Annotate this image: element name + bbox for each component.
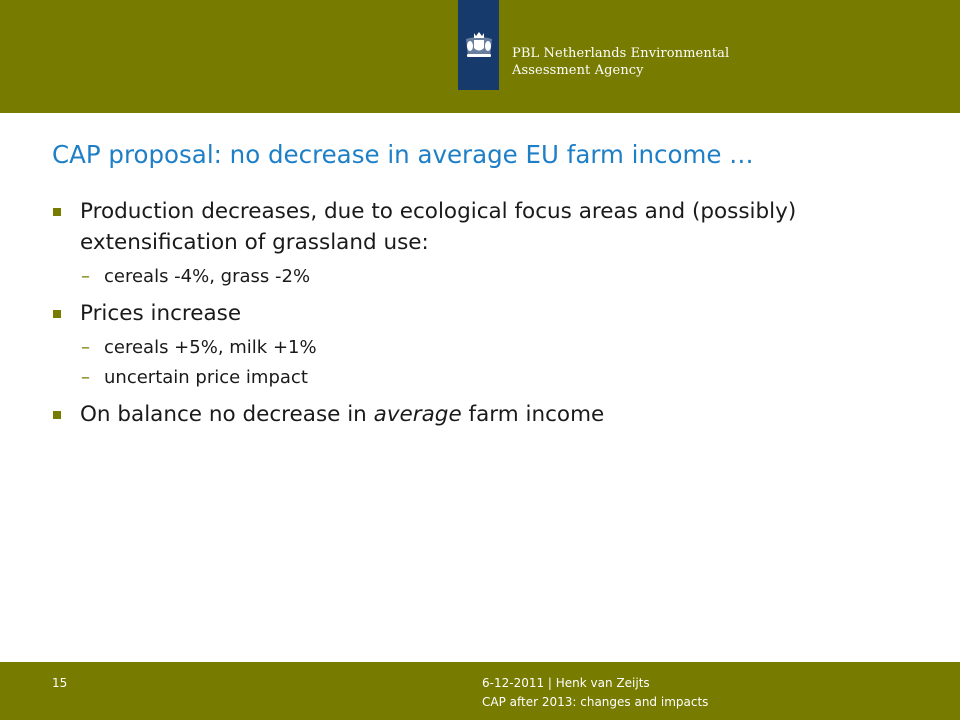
agency-name-line-1: PBL Netherlands Environmental xyxy=(512,46,730,61)
sub-bullet-uncertain-price xyxy=(52,365,872,391)
bullet-text: Production decreases, due to ecological focus areas and (possibly) extensification of grassland use: xyxy=(80,199,797,255)
footer-subtitle: CAP after 2013: changes and impacts xyxy=(482,695,709,709)
royal-coat-of-arms-icon xyxy=(461,30,497,60)
bullet-text-emphasis: average xyxy=(373,402,462,427)
dash-bullet-icon: – xyxy=(81,266,90,287)
bullet-list xyxy=(52,196,872,430)
bullet-production-decreases xyxy=(52,196,872,258)
dash-bullet-icon: – xyxy=(81,337,90,358)
sub-bullet-text: cereals -4%, grass -2% xyxy=(104,266,311,287)
footer-band xyxy=(0,662,960,720)
header-band xyxy=(0,0,960,113)
square-bullet-icon xyxy=(53,411,61,419)
square-bullet-icon xyxy=(53,208,61,216)
bullet-text-end: farm income xyxy=(461,402,605,427)
page-number: 15 xyxy=(52,676,68,690)
agency-name xyxy=(512,45,729,79)
bullet-text-start: On balance no decrease in xyxy=(80,402,374,427)
sub-bullet-text: cereals +5%, milk +1% xyxy=(104,337,317,358)
slide-title: CAP proposal: no decrease in average EU farm income … xyxy=(52,140,754,169)
agency-name-line-2: Assessment Agency xyxy=(512,63,644,78)
bullet-prices-increase xyxy=(52,298,872,329)
sub-bullet-cereals-milk xyxy=(52,335,872,361)
bullet-text: Prices increase xyxy=(80,301,242,326)
dash-bullet-icon: – xyxy=(81,367,90,388)
sub-bullet-text: uncertain price impact xyxy=(104,367,308,388)
square-bullet-icon xyxy=(53,310,61,318)
bullet-on-balance xyxy=(52,399,872,430)
logo-panel xyxy=(458,0,499,90)
footer-date-author: 6-12-2011 | Henk van Zeijts xyxy=(482,676,650,690)
sub-bullet-cereals-grass xyxy=(52,264,872,290)
